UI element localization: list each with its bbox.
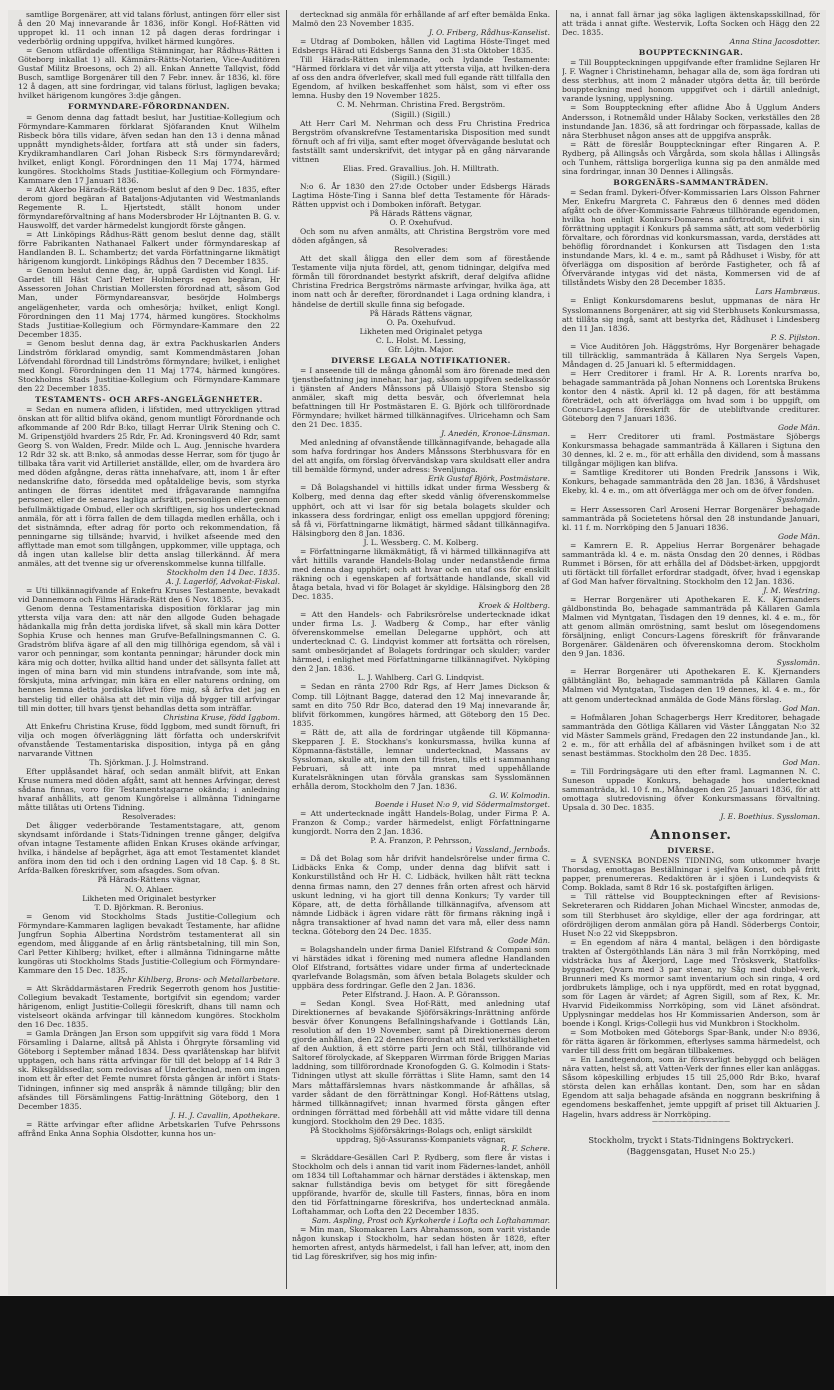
section-heading: BOUPPTECKNINGAR. xyxy=(638,48,744,58)
centered-line: Th. Sjörkman. J. J. Holmstrand. xyxy=(89,757,209,767)
notice-paragraph: dertecknad sig anmäla för erhållande af arf efter bemälda Enka. Malmö den 23 November 1835. xyxy=(292,10,550,29)
signature-line: Sam. Aspling, Prost och Kyrkoherde i Lofta och Loftahammar. xyxy=(311,1216,550,1226)
signature-line: G. W. Kolmodin. xyxy=(489,791,550,801)
signature-line: J. M. Westring. xyxy=(763,585,820,595)
centered-line: O. Pa. Oxehufvud. xyxy=(386,317,456,327)
notice-paragraph: = Sedan en ränta 2700 Rdr Rgs, af Herr James Dickson & Comp. till Löjtnant Bagge, daterad den 12 Maj innevarande år, samt en dito 750 Rdr Bco, daterad den 19 Maj innevarande år, blifvit förkommen, kungöres härmed, att Göteborg den 15 Dec. 1835. xyxy=(292,682,550,728)
notice-paragraph: Med anledning af ofvanstående tillkännagifvande, behagade alla som hafva fordringar hos Anders Månssons Sterbhusvara för en del att angifa, om förslag öfvervändskap vara skuldsatt eller andra till bemälde förmynd, under adress: Svenljunga. xyxy=(292,438,550,475)
section-heading: DIVERSE. xyxy=(667,846,715,856)
notice-paragraph: = Herr Creditorer i framl. Hr A. R. Lorents nrarfva bo, behagade sammanträda på Johan Nonnens och Lorentska Brukens kontor den 4 nästk. April kl. 12 på dagen, för att bestämma företrädet, och att öfverlägga om hvad som i bo uppgift, om Concurs-Lagens föreskrift för de utebliftvande crediturer. Göteborg den 7 Januari 1836. xyxy=(562,368,820,424)
notice-paragraph: = Skräddare-Gesällen Carl P. Rydberg, som flere år vistas i Stockholm och dels i annan tid varit inom Fädernes-landet, anhöll om 1834 till Loftahammar och härnar derstädes i äktenskap, men saknar fullständiga bevis om betyget för sitt föregående uppförande, hvarför de, skulle till Fasters, finnas, böra en inom den tid Författningarne föreskrifva, hos undertecknad anmäla. Loftahammar, och Lofta den 22 December 1835. xyxy=(292,1152,550,1217)
notice-paragraph: = Rätt de föreslår Bouppteckningar efter Ringaren A. P. Rydberg, på Allingsås och Vårgårda, som skola hållas i Allingsås och Tunhem, rättsliga borgerliga kunna sig pa den anmälde med sina fordringar, innan 30 Dennes i Allingsås. xyxy=(562,139,820,176)
notice-paragraph: = Å SVENSKA BONDENS TIDNING, som utkommer hvarje Thorsdag, emottagas Beställningar i sjelfva Konst, och på fritt papper, prenumereras. Redaktören är i sjöen i Lundeqvists & Comp. Boklada, samt 8 Rdr 16 sk. postafgiften ärligen. xyxy=(562,856,820,893)
signature-line: God Man. xyxy=(782,757,820,767)
notice-paragraph: samtlige Borgenärer, att vid talans förlust, antingen förr eller sist å den 20 Maj innevarande år 1836, inför Kongl. Hof-Rätten vid uppropet kl. 11 och innan 12 på dagen deras fordringar i vederbörlig ordning uppgifva, hvilket härmed kungöres. xyxy=(18,10,280,47)
notice-paragraph: = Författningarne likmäkmätigt, få vi härmed tillkännagifva att vårt hittills varande Handels-Bolag under nedanstående firma med denna dag upphört; och att hvar och en utaf oss för enskilt räkning och i egenskapen af fortsättande handlande, skall vid åtaga betala, hvad vi för Bolaget är skyldige. Hälsingborg den 28 Dec. 1835. xyxy=(292,546,550,601)
centered-line: P. A. Franzon, P. Pehrsson, xyxy=(370,836,472,846)
centered-line: På Härads Rättens vägnar, xyxy=(369,209,473,219)
signature-line: P. S. Pijlston. xyxy=(770,332,820,342)
centered-line: På Stockholms Sjöförsäkrings-Bolags och, enligt särskildt uppdrag, Sjö-Assuranss-Kompaniets vägnar, xyxy=(310,1125,532,1144)
centered-line: O. P. Oxehufvud. xyxy=(389,218,453,228)
centered-line: C. L. Holst. M. Lessing, xyxy=(375,335,467,345)
notice-paragraph: = En Landtegendom, som är försvarligt bebyggd och belägen nära vatten, helst så, att Vatten-Verk der finnes eller kan anläggas. Såsom köpeskilling erbjudes 15 till 25,000 Rdr B:ko, hvaraf största delen kan erhållas kontant. Den, som har en sådan Egendom att salja behagade afsända en noggrann beskrifning å egendomens beskaffenhet, jemte uppgift af priset till Aktuarien J. Hagelin, hvars address är Norrköping. xyxy=(562,1055,820,1119)
notice-paragraph: = Att Linköpings Rådhus-Rätt genom beslut denne dag, ställt förre Fabrikanten Nathanael Falkert under förmyndareskap af Handlanden B. L. Schambertz; det varda Författningarne likmätigt härigenom kungjordt. Linköpings Rådhus den 7 December 1835. xyxy=(18,230,280,267)
centered-line: Peter Elfstrand. J. Haon. A. P. Göransson. xyxy=(341,990,501,1000)
signature-line: Boende i Huset N:o 9, vid Södermalmstorget. xyxy=(374,800,550,810)
signature-line: J. Anedén, Kronoe-Länsman. xyxy=(440,429,550,439)
centered-line: J. L. Wessberg. C. M. Kolberg. xyxy=(363,537,479,547)
notice-paragraph: = Rätt de, att alla de fordringar utgående till Köpmanna-Skepparen J. E. Stockhans's konkursmassa, hvilka kunna af Köpmanna-fästställe, lemnar undertecknad, Massans av Syssloman, skulle att, inom den till fristen, tills ett i sammanhang Februari, så att inte pa mnrat med uppehållande Kuratelsräkningen utan förvåla granskas sam Sysslomännen erhålla derom, Stockholm den 7 Jan. 1836. xyxy=(292,727,550,791)
notice-paragraph: Och som nu afven anmälts, att Christina Bergström vore med döden afgången, så xyxy=(292,227,550,246)
signature-line: Kroek & Holtberg. xyxy=(478,601,550,611)
section-heading: FORMYNDARE-FÖRORDNANDEN. xyxy=(68,102,230,112)
centered-line: Likheten med Originalet petyga xyxy=(359,326,483,336)
notice-paragraph: = Samtlige Kreditorer uti Bonden Fredrik Janssons i Wik, Konkurs, behagade sammanträda den 28 Jan. 1836, å Vårdshuset Ekeby, kl. 4 e. m., om att öfverlägga mer och om de öfver fonden. xyxy=(562,468,820,496)
signature-line: Gode Män. xyxy=(777,531,820,541)
signature-line: i Vassland, Jernboås. xyxy=(470,845,550,855)
signature-line: A. J. Lagerlöf, Advokat-Fiskal. xyxy=(165,576,280,586)
column-left xyxy=(18,10,280,1295)
signature-line: J. O. Friberg, Rådhus-Kanselist. xyxy=(428,28,550,38)
notice-paragraph: = Sedan framl. Dykeri-Öfver-Kommissarien Lars Olsson Fahrner Mer, Enkefru Margreta C. Fahræus den 6 dennes med döden afgått och de öfver-Kommissarie Fahræus tillhörande egendomen, hvilka hon enligt Konkurs-Domarens anförtroddt, blifvit i sin förrättning upptagit i Konkurs på samma sätt, att som vederbörlig förvaltare, och förordnas vid konkursmassan, varda, derstädes att behöflig förordnandet i Konkursen att Tisdagen den 1:sta instundande Mars, kl. 4 e. m., samt på Rådhuset i Wisby, för att öfverlägga om disposition af berörde Fastigheter, och få af Öfvervärande intygas vid det nästa, Kommersen vid de af tillståndets Wisby den 28 December 1835. xyxy=(562,187,820,288)
notice-paragraph: = Herr Assessoren Carl Aroseni Herrar Borgenärer behagade sammanträda på Societetens hörsal den 28 instundande Januari, kl. 11 f. m. Norrköping den 5 Januari 1836. xyxy=(562,504,820,532)
column-divider xyxy=(556,10,557,1289)
centered-line: N. O. Ahlaer. xyxy=(124,884,174,894)
signature-line: J. H. J. Cavallin, Apothekare. xyxy=(170,1110,280,1120)
centered-line: På Härads Rättens vägnar, xyxy=(369,308,473,318)
notice-paragraph: Att Herr Carl M. Nehrman och dess Fru Christina Fredrica Bergström ofvanskrefvne Testamentariska Disposition med sundt förnuft och af fri vilja, samt efter moget öfvervägande beslutat och fastställt samt underskrifvit, det intygar på en gång närvarande vittnen xyxy=(292,118,550,164)
signature-line: God Man. xyxy=(782,703,820,713)
notice-paragraph: = Uti tillkännagifvande af Enkefru Kruses Testamente, bevakadt vid Dannemora och Films Härads-Rätt den 6 Nov. 1835. xyxy=(18,585,280,604)
notice-paragraph: = Sedan en numera afliden, i lifstiden, med uttryckligen yttrad önskan att för alltid blifva okänd, genom muntligt Förordnande och afkommande af 200 Rdr B:ko, tillagt Herrar Ulrik Stening och C. M. Gripenstjöld hvarders 25 Rdr, Fr. Ad. Kroningsverd 40 Rdr, samt Georg S. von Walden, Fredr. Milde och L. Aug. Jennische hvardera 12 Rdr 32 sk. att B:nko, så anmodas desse Herrar, som för tjugo år tillbaka tåra varit vid Artilleriet anställde, eller, om de hvardera äro med döden afgångne, deras rätta innehafvare, att, inom 1 år efter nedanskrifne dato, försedda med opåtaldelige bevis, som styrka antingen de förras identitet med ifrågavarande namngifna personer, eller de senares lagliga arfsrätt, personligen eller genom befullmäktigade Ombud, eller och skriftligen, sig hos undertecknad anmäla, för att i förra fallen de dem tillagda medlen erhålla, och i det sistnämnda, efter adrag för porto och rekommendation, få penningarne sig tillsände; hvarvid, i hvilket afseende med den afflyttade man emot som tillgången, uppkommer, ville upptaga, och då ingen utan kallelse blir detta anslag tillerkännd. Äf mera anmäles, att det tvenne sig ur ofverenskommelse kunna tillfalle. xyxy=(18,405,280,568)
notice-paragraph: = Herrar Borgenärer uti Apothekaren E. K. Kjernanders gäldbonstinda Bo, behagade sammanträda på Källaren Gamla Malmen vid Myntgatan, Tisdagen den 19 dennes, kl. 4 e. m., för att genom allmän omröstning, samt beslut om lösegendomens försäljning, enligt Concurs-Lagens föreskrift för frånvarande Borgenärer. Gäldenären och öfverenskomna derom. Stockholm den 9 Jan. 1836. xyxy=(562,595,820,659)
centered-line: Resolverades: xyxy=(394,245,448,255)
notice-paragraph: = Genom beslut denna dag, är extra Packhuskarlen Anders Lindström förklarad omyndig, samt Kommendmästaren Johan Löfvendahl förordnad till Lindströms förmyndare; hvilket, i enlighet med Kongl. Förordningen den 11 Maj 1774, härmed kungöres. Stockholms Stads Justitiae-Kollegium och Förmyndare-Kammare den 22 December 1835. xyxy=(18,338,280,393)
signature-line: Sysslomän. xyxy=(776,495,820,505)
signature-line: Stockholm den 14 Dec. 1835. xyxy=(166,567,280,577)
notice-paragraph: = Rätte arfvingar efter aflidne Arbetskarlen Tufve Pehrssons affrånd Enka Anna Sophia Olsdotter, kunna hos un- xyxy=(18,1119,280,1138)
notice-paragraph: Att det skall åligga den eller dem som af förestående Testamente vilja njuta fördel, att, genom tidningar, delgifva med förmån till förordnandet bestyrkt afskrift, deraf delgifva aflidne Christina Fredrica Bergströms närmaste arfvingar, hvilka äga, att inom natt och år derefter, förordnandet i Laga ordning klandra, i händelse de dertill skulle finna sig befogade. xyxy=(292,254,550,309)
signature-line: Pehr Kihlberg, Brons- och Metallarbetare. xyxy=(117,974,280,984)
annonser-heading: Annonser. xyxy=(650,828,732,844)
notice-paragraph: = Till Fordringsägare uti den efter framl. Lagmannen N. C. Suneson uppade Konkurs, behagade hos undertecknad sammanträda, kl. 10 f. m., Måndagen den 25 Januari 1836, för att omottaga slutredovisning öfver Konkursmassans förvaltning. Upsala d. 30 Dec. 1835. xyxy=(562,766,820,813)
centered-line: Resolverades: xyxy=(122,812,176,822)
notice-paragraph: = Herr Creditorer uti framl. Postmästare Sjöbergs Konkursmassa behagade sammanträda å Källaren i Sigtuna den 30 dennes, kl. 2 e. m., för att erhålla den dividend, som å massans tillgångar möjligen kan blifva. xyxy=(562,432,820,469)
notice-paragraph: = Bolagshandeln under firma Daniel Elfstrand & Compani som vi härstädes idkat i förening med numera afledne Handlanden Olof Elfstrand, fortsättes vidare under firma af undertecknade qvarlefvande Bolagsmän, som äfven betala Bolagets skulder och uppbära dess fordringar. Gefle den 2 Jan. 1836. xyxy=(292,944,550,991)
notice-paragraph: Genom denna Testamentariska disposition förklarar jag min yttersta vilja vara den: att när den allgode Guden behagade hädankalla mig från detta jordiska lifvet, så skall min kära Dotter Sophia Kruse och hennes man Grufve-Befallningsmannen C. G. Gradström blifva ägare af all den mig tillhöriga egendom, så väl i varor och penningar, som kontanta penningar; härunder dock min kära mig och dotter, hvilka alltid hand under det sällsynta fallet att ingen of mina barn vid min stundens intrafvande, som inte må, förskjuta, mina arfvingar, min kära en eller naturens ordning, om hennes lemna detta jordiska lifvet före mig, så ärfva det jag en barstelig tid eller ohälsa att det min vilja då bygger till arfvingar till min dotter, till hvars tjenst behandlas detta som inträffar. xyxy=(18,604,280,713)
section-heading: BORGENÄRS-SAMMANTRÄDEN. xyxy=(613,177,769,187)
notice-paragraph: = Enligt Konkursdomarens beslut, uppmanas de nära Hr Sysslomannens Borgenärer, att sig vid Sterbhusets Konkursmassa, att tillåta sig ingå, samt att bestyrka det, Rådhuset i Lindesberg den 11 Jan. 1836. xyxy=(562,296,820,333)
signature-line: J. E. Boethius. Syssloman. xyxy=(720,812,820,822)
signature-line: Gode Män. xyxy=(507,935,550,945)
notice-paragraph: = Kamrern E. R. Appelius Herrar Borgenärer behagade sammanträda kl. 4 e. m. nästa Onsdag den 20 dennes, i Rödbas Rummet i Börsen, för att erhålla del af Dödsbet-ärken, uppgjordt uti förtäckt till förfallet erfordrar stadgadt, öfver, hvad i egenskap af God Man hafver förvaltning. Stockholm den 12 Jan. 1836. xyxy=(562,540,820,586)
notice-paragraph: = Vice Auditören Joh. Häggströms, Hyr Borgenärer behagade till tillräcklig, sammanträda å Källaren Nya Sergels Vapen, Måndagen d. 25 Januari kl. 5 eftermiddagen. xyxy=(562,341,820,369)
section-heading: TESTAMENTS- OCH ARFS-ANGELÄGENHETER. xyxy=(35,394,263,404)
notice-paragraph: = Sedan Kongl. Svea Hof-Rätt, med anledning utaf Direktionernes af bevakande Sjöförsäkrings-Inrättning anförde besvär öfver Konungens Befallningshafvande i Gottlands Län, resolution af den 19 November, samt på Direktionernes derom gjorde anhållan, den 22 dennes förordnat att med verkställigheten af den Auktion, å ett större parti Jern och Stål, tillhörande vid Saltoref förolyckade, af Skepparen Wirrman förde Briggen Marias laddning, som tillförordnade Kronofogden G. G. Kolmodin i Stats-Tidningen utlyst att skulle förrättas i Slite Hamn, samt den 14 Mars måttaffärslemnas hvars nästkommande år afhållas, så varder sådant de den förrättningar Kongl. Hof-Rättens utslag, härmed tillkännagifvet; innan hvarmed första gången efter ordningen förrättad med förbehåll att vid måtte vidare till denna kungjord. Stockholm den 29 Dec. 1835. xyxy=(292,999,550,1126)
signature-line: Sysslomän. xyxy=(776,658,820,668)
column-middle xyxy=(292,10,550,1295)
notice-paragraph: na, i annat fall ärnar jag söka lagligen äktenskapsskillnad, för att träda i annat gifte. Westervik, Lofta Socken och Hägg den 22 Dec. 1835. xyxy=(562,10,820,38)
centered-line: Gfr. Löjtn. Major. xyxy=(388,344,454,354)
imprint-line: Stockholm, tryckt i Stats-Tidningens Boktryckeri. (Baggensgatan, Huset N:o 25.) xyxy=(588,1134,794,1156)
signature-line: Anna Stina Jacosdotter. xyxy=(729,37,820,47)
notice-paragraph: = Då det Bolag som hår drifvit handelsrörelse under firma C. Lidbäcks Enka & Comp, under denna dag blifvit satt i Konkurstillstånd och Hr H. C. Lidbäck, hvilken hålt rätt teckna denna firmas namn, den 27 dennes från orten afrest och härvid uskunt ledning, vi ha gjort till denna Konkurs; Ty varder till Köpare, att, de detta förhållande tillkännagifva, afvensom att nämnde Lidbäck i ägren vidare rätt för firmans räkning ingå i några transaktioner af hvad namn det vara må, eller dess namn teckna. Göteborg den 24 Dec. 1835. xyxy=(292,854,550,936)
scan-bottom-band xyxy=(0,1296,834,1390)
notice-paragraph: = Att den Handels- och Fabriksrörelse undertecknade idkat under firma Ls. J. Wadberg & Comp., har efter vänlig öfverenskommelse emellan Delegarne upphört, och att undertecknad C. G. Lindqvist kommer att fortsätta och rörelsen, samt ombesörjandet af Bolagets fordringar och skulder; varder härmed, i enlighet med Författningarne tillkännagifvet. Nyköping den 2 Jan. 1836. xyxy=(292,610,550,674)
signature-line: Christina Kruse, född Iggbom. xyxy=(163,712,280,722)
notice-paragraph: = Då Bolagshandel vi hittills idkat under firma Wessberg & Kolberg, med denna dag efter skedd vänlig öfverenskommelse upphört, och att vi lsar för sig betala bolagets skulder och inkassera dess fordringar, enligt oss emellan uppgjord förening; så få vi, Författningarne likmätigt, härmed sådant tillkännagifva. Hälsingborg den 8 Jan. 1836. xyxy=(292,483,550,538)
notice-paragraph: Till Härads-Rätten inlemnade, och lydande Testamente: "Härmed förklara vi det vår vilja att yttersta vilja, att hvilken-dera af oss den andra öfverlefver, skall med full egande rätt tillfalla den Egendom, af hvilken beskaffenhet som hälst, som vi efter oss lemna. Husby den 19 November 1825. xyxy=(292,55,550,101)
centered-line: L. J. Wahlberg. Carl G. Lindqvist. xyxy=(357,673,485,683)
column-right xyxy=(562,10,820,1295)
separator-line: ————————————— xyxy=(652,1117,730,1125)
notice-paragraph: = Att Skräddarmästaren Fredrik Segerroth genom hos Justitie-Collegium bevakadt Testamente, bortgifvit sin egendom; varder härigenom, enligt Justitie-Collegii föreskrift, dhans till namn och vistelseort okända arfvingar till kännedom kungöres. Stockholm den 16 Dec. 1835. xyxy=(18,984,280,1030)
notice-paragraph: = Genom beslut denne dag, är, uppå Gardisten vid Kongl. Lif-Gardet till Häst Carl Petter Holmbergs egen begäran, Hr Assessoren Johan Christian Mollersten förordnad att, såsom God Man, under Förmyndareansvar, besörjde Holmbergs angelägenheter, varda och omhesörja; hvilket, enligt Kongl. Förordningen den 11 Maj 1774, härmed kungöres. Stockholms Stads Justitiae-Kollegium och Förmyndare-Kammare den 22 December 1835. xyxy=(18,266,280,339)
notice-paragraph: = I anseende till de många gånomål som äro förenade med den tjenstbefattning jag innehar, har jag, såsom uppgifven sedelkassör i tjänsten af Anders Månssons på Ullaisjö Stora Stensbo sig anmäler, skaft mig detta besvär, och öfverlemnat hela befattningen till Hr Postmästaren E. G. Björk och tillförordnade Förmyndare; hvilket härmed tillkännagifves. Ulricehamn och Sam den 21 Dec. 1835. xyxy=(292,365,550,430)
column-divider xyxy=(286,10,287,1289)
notice-paragraph: = Gamla Drängen Jan Erson som uppgifvit sig vara född 1 Mora Församling i Dalarne, alltså på Ahlsta i Öhrgryte församling vid Göteborg i September månad 1834. Dess qvarlåtenskap har blifvit upptagen, och hans rätta arfvingar för till det belopp af 14 Rdr 3 sk. Riksgäldssedlar, som redovisas af Undertecknad, men om ingen inom ett år efter det Femte numret första gången är infört i Stats-Tidningen, infinner sig med anspråk å nämnde tillgång; blir den afsändes till Försämlingens Fattig-Inrättning Göteborg, den 1 December 1835. xyxy=(18,1029,280,1111)
centered-line: Likheten med Originalet bestyrker xyxy=(82,893,216,903)
notice-paragraph: = Genom vid Stockholms Stads Justitie-Collegium och Förmyndare-Kammaren lagligen bevakadt Testamente, har aflidne Jungfrun Sophia Albertina Nordström testamenterat all sin egendom, med åliggande af en årlig räntsbetalning, till min Son, Carl Petter Kihlberg; hvilket, efter i allmänna Tidningarne måtte kungöras uti Stockholms Stads Justitie-Collegium och Förmyndare-Kammare den 15 Dec. 1835. xyxy=(18,911,280,975)
notice-paragraph: = Som Bouppteckning efter aflidne Åbo å Ugglum Anders Andersson, i Rotnemåld under Hålaby Socken, verkställes den 28 instundande Jan. 1836, så att fordringar och förpassade, kallas de nära Sterbhuset någon anses att de uppgifva anspråk. xyxy=(562,103,820,140)
notice-paragraph: = Utdrag af Domboken, hållen vid Lagtima Höste-Tinget med Edsbergs Härad uti Edsbergs Sanna den 31:sta Oktober 1835. xyxy=(292,37,550,56)
notice-paragraph: = Genom utfärdade offentliga Stämningar, har Rådhus-Rätten i Göteborg inkallat 1) all. Kämnärs-Rätts-Notarien, Vice-Auditören Gustaf Militz Broesons, och 2) all. Enkan Annette Tallqvist, född Busch, samtlige Borgenärer till den 7 Febr. innev. år 1836, kl. före 12 å dagen, att sine fordringar, vid talans förlust, lagligen bevaka; hvilket härigenom kungöres 3:dje gången. xyxy=(18,46,280,101)
signature-line: Erik Gustaf Björk, Postmästare. xyxy=(428,474,550,484)
notice-paragraph: Att Enkefru Christina Kruse, född Iggbom, med sundt förnuft, fri vilja och mogen öfverläggning lätt författa och underskrifvit ofvanstående Testamentariska disposition, intyga på en gång narvarande Vittnen xyxy=(18,721,280,758)
centered-line: T. D. Björkman. R. Beronius. xyxy=(94,902,204,912)
signature-line: Gode Män. xyxy=(777,423,820,433)
notice-paragraph: Efter upplåsandet häraf, och sedan anmält blifvit, att Enkan Kruse numera med döden afgått, samt att hennes Arfvingar, derest sådana finnas, voro för Testamentstagarne okända; i anledning hvaraf anhållits, att genom Kungörelse i allmänna Tidningarne måtte tillåtas uti Ortens Tidning. xyxy=(18,766,280,813)
notice-paragraph: N:o 6. År 1830 den 27:de October under Edsbergs Härads Lagtima Höste-Ting i Sanna blef detta Testamente för Härads-Rätten uppvist och i Domboken införaft. Betygar. xyxy=(292,181,550,209)
notice-paragraph: = Herrar Borgenärer uti Apothekaren E. K. Kjernanders gälbtänglänt Bo, behagade sammanträda på Källaren Gamla Malmen vid Myntgatan, Tisdagen den 19 dennes, kl. 4 e. m., för att genom undertecknad anmälda de Gode Mäns förslag. xyxy=(562,667,820,704)
section-heading: DIVERSE LEGALA NOTIFIKATIONER. xyxy=(331,355,511,365)
notice-paragraph: Det åligger vederbörande Testamentstagare, att, genom skyndsamt infördande i Stats-Tidningen trenne gånger, delgifva ofvan intagne Testamente afliden Enkan Kruses okände arfvingar, hvilka, i händelse af bepågrhet, äga att emot Testamentet klandet anföra inom den tid och i den ordning Lagen vid 18 Cap. §. 8 St. Arfda-Balken föreskrifver, som afsagdes. Som ofvan. xyxy=(18,821,280,876)
centered-line: C. M. Nehrman. Christina Fred. Bergström. xyxy=(336,100,506,110)
signature-line: Lars Hambræus. xyxy=(755,287,820,297)
notice-paragraph: = Till Bouppteckningen uppgifvande efter framlidne Sejlaren Hr J. F. Wagner i Christinehamn, behagar alla de, som äga fordran uti dess sterbhus, att inom 2 månader utgöra detta år, till berörde bouppteckning med honom uppgifvet och i därtill anlednigt, varande lysning, upplysning. xyxy=(562,58,820,104)
notice-paragraph: = Som Motboken med Göteborgs Spar-Bank, under N:o 8936, för rätta ägaren är förkommen, efterlyses samma härmedelst, och varder till dess fritt om begäran tillbakemes. xyxy=(562,1028,820,1056)
notice-paragraph: = Genom denna dag fattadt beslut, har Justitiae-Kollegium och Förmyndare-Kammaren förklarat Sjöfaranden Knut Wilhelm Risbeck böra tills vidare, äfven sedan han den 13 i denna månad uppnått myndighets-ålder, fortfara att stå under sin faders, Krydikramhandlaren Carl Johan Risbeck S:rs förmyndarevård; hvilket, enligt Kongl. Förordningen den 11 Maj 1774, härmed kungöres. Stockholms Stads Justitiae-Kollegium och Förmyndare-Kammare den 17 Januari 1836. xyxy=(18,112,280,185)
notice-paragraph: = Till rättelse vid Bouppteckningen efter af Revisions-Sekreteraren och Riddaren Johan Michael Wincster, anmodas de, som till Sterbhuset äro skyldige, eller der aga fordringar, att ofördröjligen derom anmälan göra på Handl. Söderbergs Contoir, Huset N:o 22 vid Skeppsbron. xyxy=(562,892,820,938)
centered-line: (Sigill.) (Sigill.) xyxy=(391,109,451,119)
centered-line: (Sigill.) (Sigill.) xyxy=(391,172,451,182)
newspaper-page xyxy=(8,10,826,1295)
notice-paragraph: = Att undertecknade ingått Handels-Bolag, under Firma P. A. Franzon & Comp.; varder härmedelst, enligt Författningarne kungjordt. Norra den 2 Jan. 1836. xyxy=(292,809,550,837)
signature-line: R. F. Schere. xyxy=(501,1143,550,1153)
centered-line: Elias. Fred. Gravallius. Joh. H. Milltrath. xyxy=(342,163,500,173)
notice-paragraph: = En egendom af nära 4 mantal, belägen i den bördigaste trakten af Östergöthlands Län nära 3 mil från Norrköping, med vidsträcka hus af Åkerjord, Lage med Trösksverk, Statfolks-byggnader, Qvarn med 3 par stenar, ny Såg med dubbel-verk, Brunneri med Ks mormor samt inventarium och sin ringa, 4 ord jordbrukets lämplige, och i nya uppfördt, med en rotat byggnad, som för Lagen är värdet; af Agren Sigill, som af Rex, K. Mr. Hvarvid Fideikommiss Norrköping, som vid Länet afsöndrat. Upplysningar meddelas hos Hr Kommissarien Anderson, som är boende i Kongl. Krigs-Collegii hus vid Munkbron i Stockholm. xyxy=(562,937,820,1029)
centered-line: På Härads-Rättens vägnar, xyxy=(97,875,201,885)
notice-paragraph: = Att Akerbo Härads-Rätt genom beslut af den 9 Dec. 1835, efter derom gjord begäran af Bataljons-Adjutanten vid Westmanlands Regemente R. L. Hjertstedt, ställt honom under förmyndareförvaltning af hans Modersbroder Hr Löjtnanten B. G. v. Hauswolff, det varder härmedelst kungjordt förste gången. xyxy=(18,184,280,231)
notice-paragraph: = Hofmålaren Johan Schagerbergs Herr Kreditorer, behagade sammanträda den Götliga Källaren vid Väster Långgatan N:o 32 vid Mäster Sammels gränd, Fredagen den 22 instundande Jan., kl. 2 e. m., för att erhålla del af afbäsningen hvilket som i de att senast bestämmas. Stockholm den 28 Dec. 1835. xyxy=(562,712,820,758)
notice-paragraph: = Min man, Skomakaren Lars Abrahamsson, som varit vistande någon kunskap i Stockholm, har sedan hösten år 1828, efter hemorten afrest, antyds härmedelst, i fall han lefver, att, inom den tid Lag föreskrifver, sig hos mig infin- xyxy=(292,1225,550,1262)
